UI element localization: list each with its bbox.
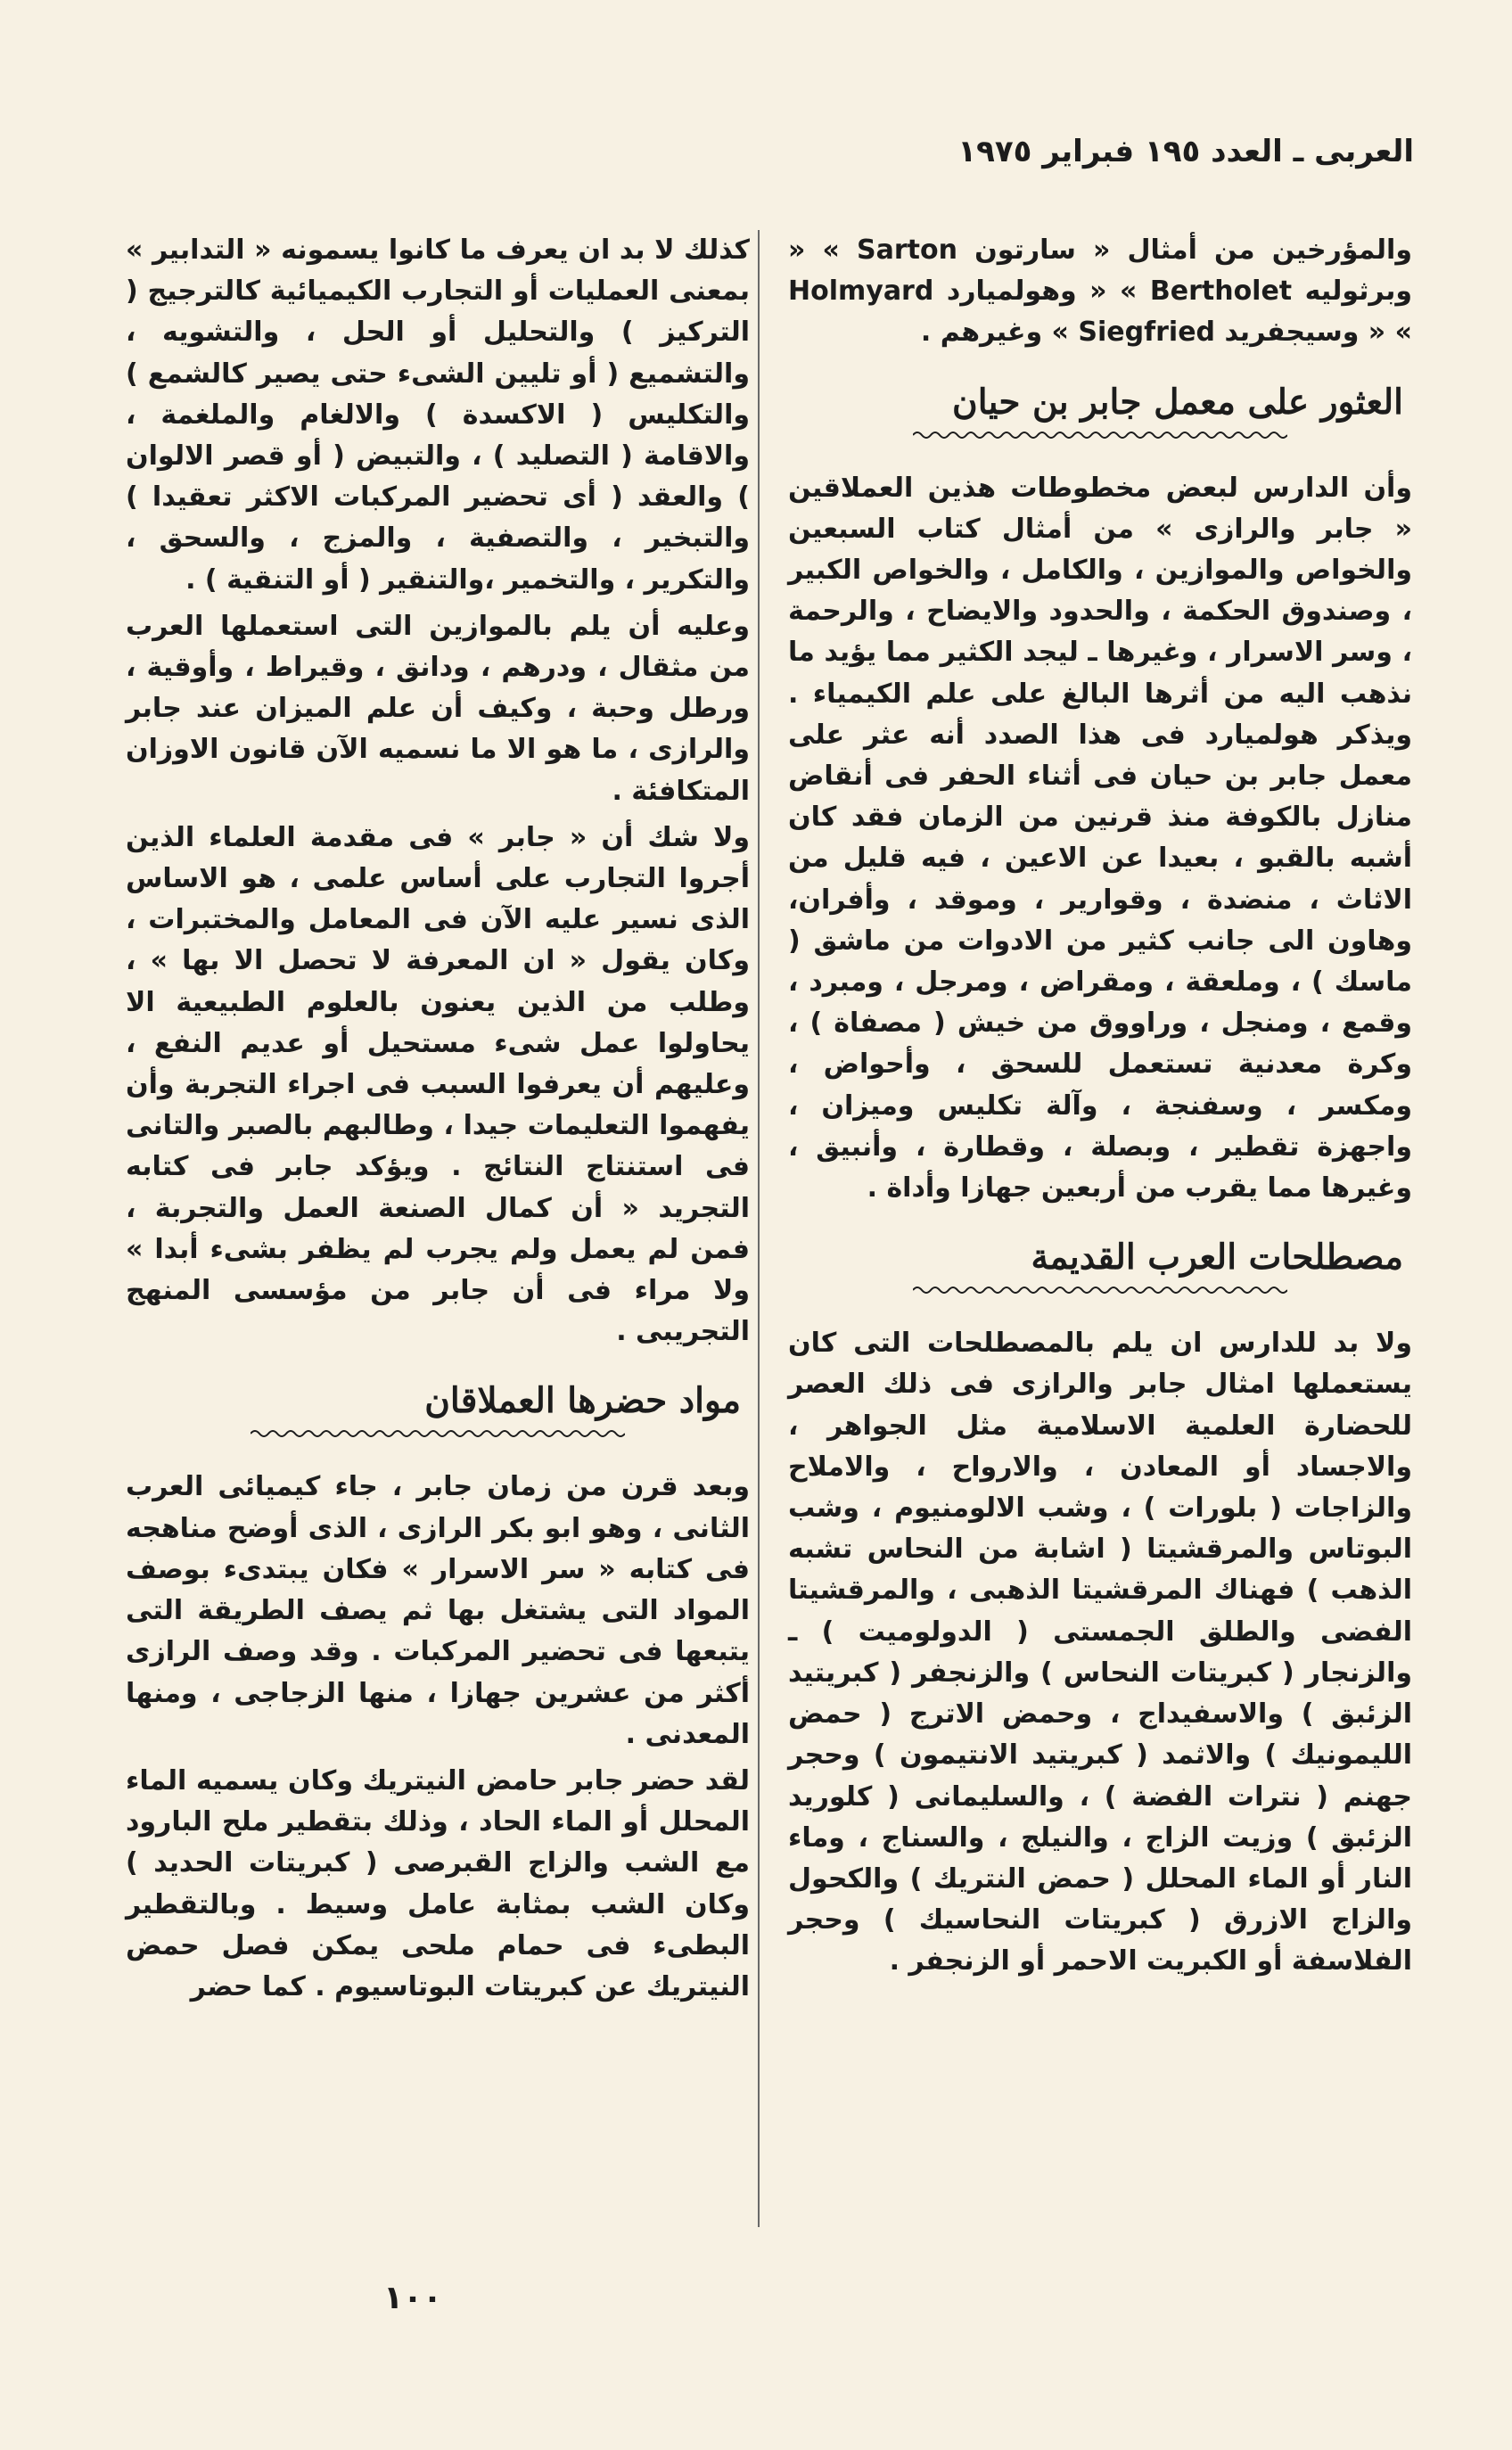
body-paragraph: وعليه أن يلم بالموازين التى استعملها العرب من مثقال ، ودرهم ، ودانق ، وقيراط ، وأوقية ، ورطل وحبة ، وكيف أن علم الميزان عند جابر والرازى ، ما هو الا ما نسميه الآن قانون الاوزان المتكافئة . xyxy=(126,610,750,807)
section-heading-materials xyxy=(126,1376,750,1440)
right-column xyxy=(788,230,1412,1988)
body-paragraph: ولا شك أن « جابر » فى مقدمة العلماء الذين أجروا التجارب على أساس علمى ، هو الاساس الذى نسير عليه الآن فى المعامل والمختبرات ، وكان يقول « ان المعرفة لا تحصل الا بها » ، وطلب من الذين يعنون بالعلوم الطبيعية الا يحاولوا عمل شىء مستحيل أو عديم النفع ، وعليهم أن يعرفوا السبب فى اجراء التجربة وأن يفهموا التعليمات جيدا ، وطالبهم بالصبر والتانى فى استنتاج النتائج . ويؤكد جابر فى كتابه التجريد « أن كمال الصنعة العمل والتجربة ، فمن لم يعمل ولم يجرب لم يظفر بشىء أبدا » ولا مراء فى أن جابر من مؤسسى المنهج التجريبى . xyxy=(126,821,750,1348)
page-number: ١٠٠ xyxy=(383,2280,442,2316)
section-heading-text: مواد حضرها العملاقان xyxy=(424,1380,741,1422)
section-heading-text: مصطلحات العرب القديمة xyxy=(1031,1237,1403,1278)
wavy-rule-icon xyxy=(913,1284,1287,1296)
section-heading-text: العثور على معمل جابر بن حيان xyxy=(952,381,1403,423)
section-heading-terms xyxy=(788,1232,1412,1296)
body-paragraph: وأن الدارس لبعض مخطوطات هذين العملاقين « جابر والرازى » من أمثال كتاب السبعين والخواص والموازين ، والكامل ، والخواص الكبير ، وصندوق الحكمة ، والحدود والايضاح ، والرحمة ، وسر الاسرار ، وغيرها ـ ليجد الكثير مما يؤيد ما نذهب اليه من أثرها البالغ على علم الكيمياء . ويذكر هولميارد فى هذا الصدد أنه عثر على معمل جابر بن حيان فى أثناء الحفر فى أنقاض منازل بالكوفة منذ قرنين من الزمان فقد كان أشبه بالقبو ، بعيدا عن الاعين ، فيه قليل من الاثاث ، منضدة ، وقوارير ، وموقد ، وأفران، وهاون الى جانب كثير من الادوات من ماشق ( ماسك ) ، وملعقة ، ومقراض ، ومرجل ، ومبرد ، وقمع ، ومنجل ، وراووق من خيش ( مصفاة ) ، وكرة معدنية تستعمل للسحق ، وأحواض ، ومكسر ، وسفنجة ، وآلة تكليس وميزان ، واجهزة تقطير ، وبصلة ، وقطارة ، وأنبيق ، وغيرها مما يقرب من أربعين جهازا وأداة . xyxy=(788,472,1412,1204)
wavy-rule-icon xyxy=(251,1427,625,1440)
body-paragraph: ولا بد للدارس ان يلم بالمصطلحات التى كان يستعملها امثال جابر والرازى فى ذلك العصر للحضارة العلمية الاسلامية مثل الجواهر ، والاجساد أو المعادن ، والارواح ، والاملاح والزاجات ( بلورات ) ، وشب الالومنيوم ، وشب البوتاس والمرقشيتا ( اشابة من النحاس تشبه الذهب ) فهناك المرقشيتا الذهبى ، والمرقشيتا الفضى والطلق الجمستى ( الدولوميت ) ـ والزنجار ( كبريتات النحاس ) والزنجفر ( كبريتيد الزئبق ) والاسفيداج ، وحمض الاترج ( حمض الليمونيك ) والاثمد ( كبريتيد الانتيمون ) وحجر جهنم ( نترات الفضة ) ، والسليمانى ( كلوريد الزئبق ) وزيت الزاج ، والنيلج ، والسناج ، وماء النار أو الماء المحلل ( حمض النتريك ) والكحول والزاج الازرق ( كبريتات النحاسيك ) وحجر الفلاسفة أو الكبريت الاحمر أو الزنجفر . xyxy=(788,1328,1412,1977)
body-paragraph: كذلك لا بد ان يعرف ما كانوا يسمونه « التدابير » بمعنى العمليات أو التجارب الكيميائية كالترجيج ( التركيز ) والتحليل أو الحل ، والتشويه ، والتشميع ( أو تليين الشىء حتى يصير كالشمع ) والتكليس ( الاكسدة ) والالغام والملغمة ، والاقامة ( التصليد ) ، والتبيض ( أو قصر الالوان ) والعقد ( أى تحضير المركبات الاكثر تعقيدا ) والتبخير ، والتصفية ، والمزج ، والسحق ، والتكرير ، والتخمير ،والتنقير ( أو التنقية ) . xyxy=(126,234,750,596)
intro-paragraph: والمؤرخين من أمثال « سارتون Sarton » « وبرثوليه Bertholet » « وهولميارد Holmyard » « وسيجفريد Siegfried » وغيرهم . xyxy=(788,234,1412,349)
body-paragraph: لقد حضر جابر حامض النيتريك وكان يسميه الماء المحلل أو الماء الحاد ، وذلك بتقطير ملح البارود مع الشب والزاج القبرصى ( كبريتات الحديد ) وكان الشب بمثابة عامل وسيط . وبالتقطير البطىء فى حمام ملحى يمكن فصل حمض النيتريك عن كبريتات البوتاسيوم . كما حضر xyxy=(126,1764,750,2002)
section-heading-lab xyxy=(788,377,1412,441)
wavy-rule-icon xyxy=(913,429,1287,441)
left-column xyxy=(126,230,750,2013)
running-head: العربى ـ العدد ١٩٥ فبراير ١٩٧٥ xyxy=(957,134,1414,169)
column-divider xyxy=(758,230,760,2227)
body-paragraph: وبعد قرن من زمان جابر ، جاء كيميائى العرب الثانى ، وهو ابو بكر الرازى ، الذى أوضح مناهجه فى كتابه « سر الاسرار » فكان يبتدىء بوصف المواد التى يشتغل بها ثم يصف الطريقة التى يتبعها فى تحضير المركبات . وقد وصف الرازى أكثر من عشرين جهازا ، منها الزجاجى ، ومنها المعدنى . xyxy=(126,1471,750,1750)
